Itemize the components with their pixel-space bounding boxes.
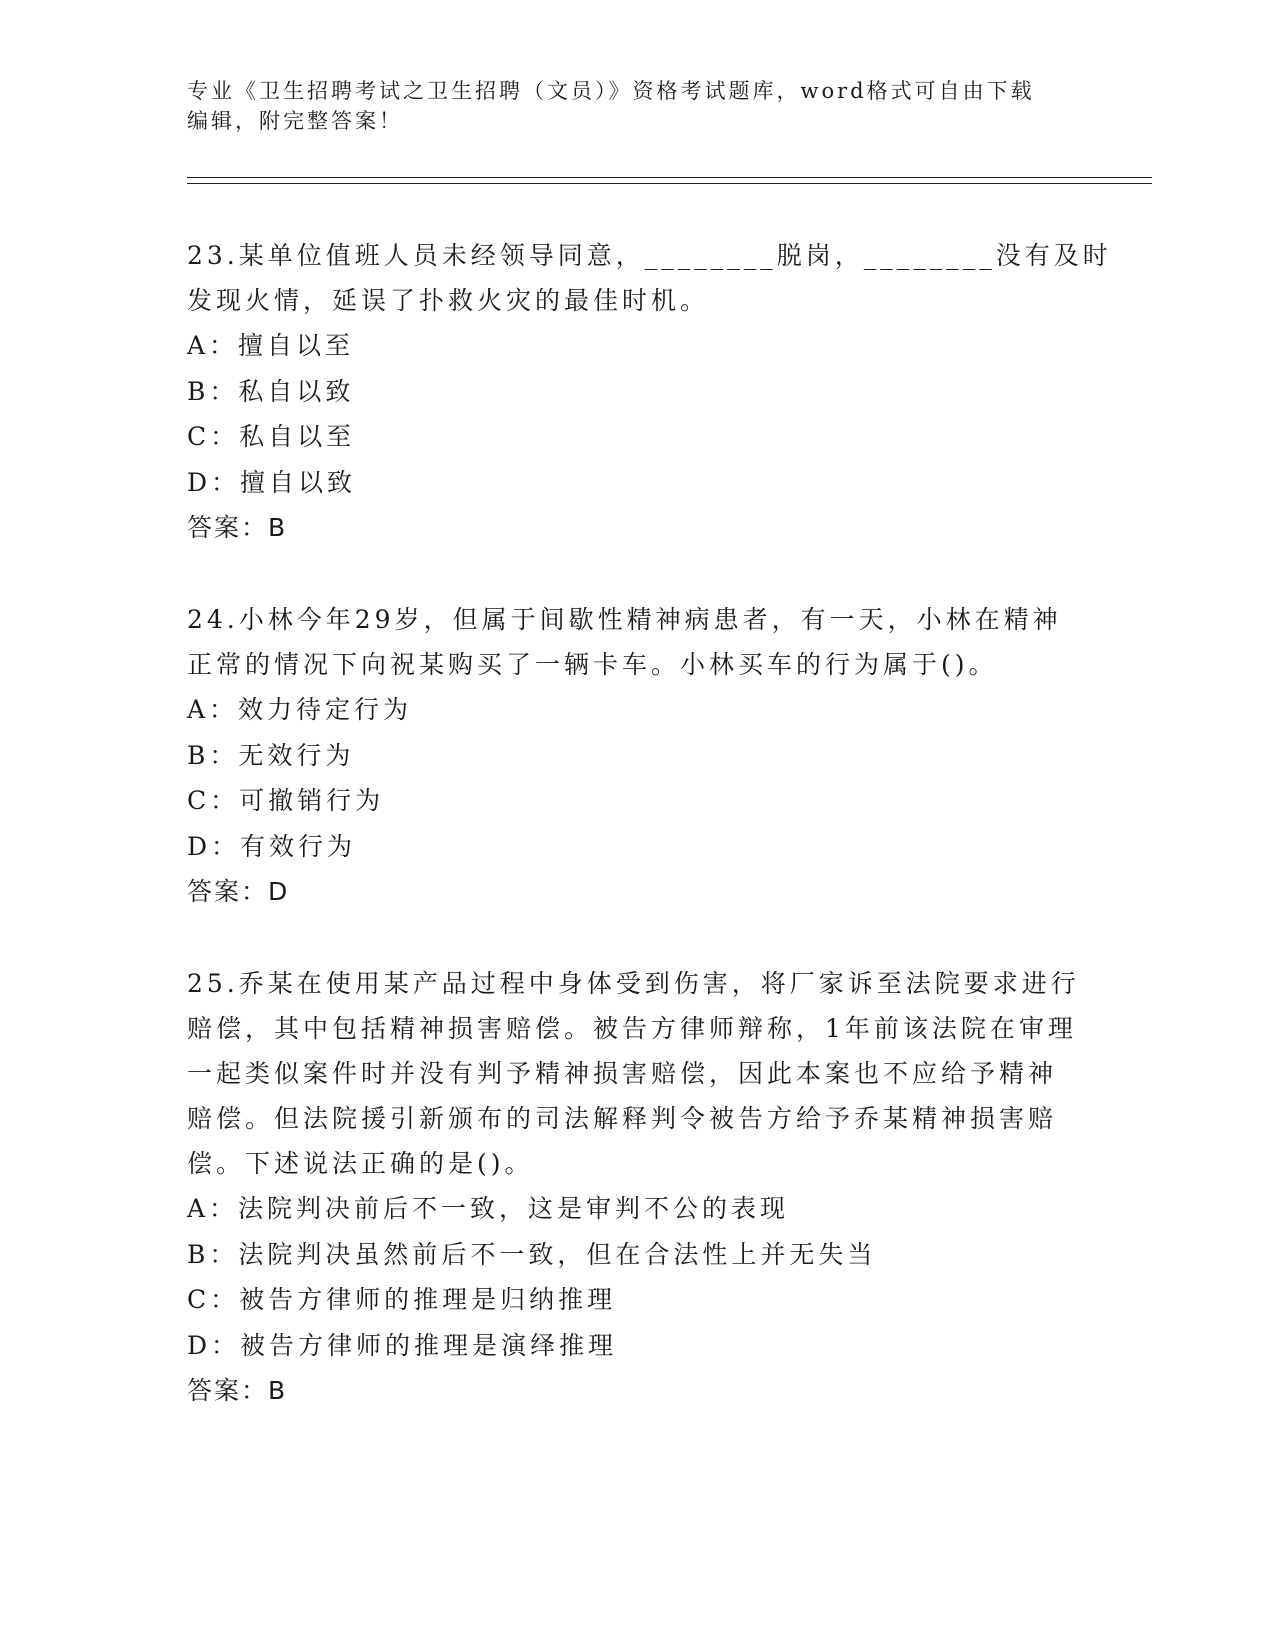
stem-line: 偿。下述说法正确的是()。 bbox=[187, 1149, 534, 1178]
option-d: D：有效行为 bbox=[187, 831, 357, 861]
stem-line: 24.小林今年29岁，但属于间歇性精神病患者，有一天，小林在精神 bbox=[187, 605, 1062, 634]
stem-line: 一起类似案件时并没有判予精神损害赔偿，因此本案也不应给予精神 bbox=[187, 1059, 1058, 1088]
stem-line: 25.乔某在使用某产品过程中身体受到伤害，将厂家诉至法院要求进行 bbox=[187, 969, 1080, 998]
answer-line: 答案：D bbox=[187, 877, 290, 906]
stem-line: 正常的情况下向祝某购买了一辆卡车。小林买车的行为属于()。 bbox=[187, 650, 998, 679]
answer-line: 答案：B bbox=[187, 513, 288, 542]
document-header bbox=[187, 76, 1087, 136]
option-b: B：私自以致 bbox=[187, 376, 355, 406]
header-line-1: 专业《卫生招聘考试之卫生招聘（文员）》资格考试题库，word格式可自由下载 bbox=[187, 79, 1035, 103]
question-stem bbox=[187, 233, 1112, 323]
question-stem bbox=[187, 961, 1087, 1186]
stem-line: 23.某单位值班人员未经领导同意，________脱岗，________没有及时 bbox=[187, 241, 1112, 270]
option-a: A：法院判决前后不一致，这是审判不公的表现 bbox=[187, 1194, 790, 1223]
stem-line: 赔偿，其中包括精神损害赔偿。被告方律师辩称，1年前该法院在审理 bbox=[187, 1014, 1077, 1043]
option-b: B：法院判决虽然前后不一致，但在合法性上并无失当 bbox=[187, 1239, 877, 1269]
stem-line: 赔偿。但法院援引新颁布的司法解释判令被告方给予乔某精神损害赔 bbox=[187, 1104, 1058, 1133]
header-divider-bottom bbox=[187, 183, 1152, 184]
option-d: D：擅自以致 bbox=[187, 467, 357, 497]
header-divider-top bbox=[187, 177, 1152, 178]
option-a: A：擅自以至 bbox=[187, 331, 355, 360]
question-23 bbox=[187, 233, 1112, 551]
option-c: C：可撤销行为 bbox=[187, 786, 385, 815]
option-b: B：无效行为 bbox=[187, 740, 355, 770]
answer-line: 答案：B bbox=[187, 1376, 288, 1405]
option-a: A：效力待定行为 bbox=[187, 695, 413, 724]
question-stem bbox=[187, 597, 1087, 687]
question-24 bbox=[187, 597, 1087, 915]
option-d: D：被告方律师的推理是演绎推理 bbox=[187, 1330, 618, 1360]
question-25 bbox=[187, 961, 1087, 1414]
option-c: C：被告方律师的推理是归纳推理 bbox=[187, 1285, 617, 1314]
option-c: C：私自以至 bbox=[187, 422, 356, 451]
header-line-2: 编辑，附完整答案！ bbox=[187, 109, 403, 133]
stem-line: 发现火情，延误了扑救火灾的最佳时机。 bbox=[187, 286, 710, 315]
